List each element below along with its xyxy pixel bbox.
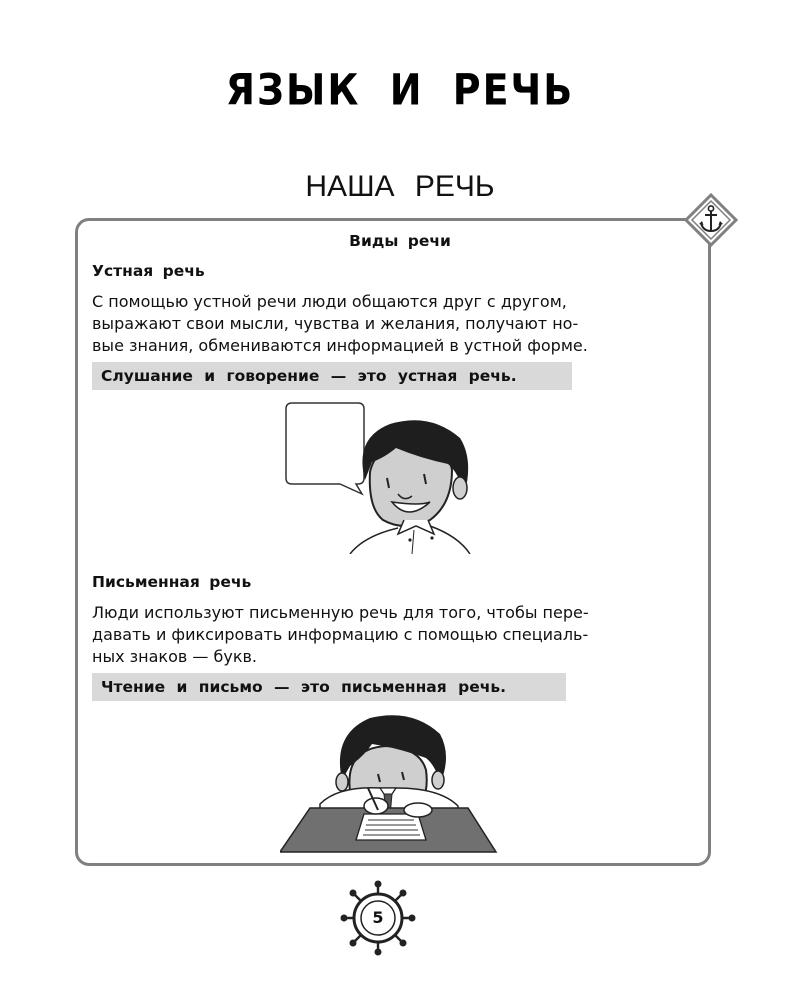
- section-title: НАША РЕЧЬ: [305, 170, 495, 203]
- oral-speech-text: С помощью устной речи люди общаются друг с другом, выражают свои мысли, чувства и желания, получают но- вые знания, обмениваются информацией в устной форме.: [92, 292, 588, 355]
- oral-speech-highlight: Слушание и говорение — это устная речь.: [92, 362, 572, 390]
- box-heading: Виды речи: [349, 232, 451, 250]
- written-speech-text: Люди используют письменную речь для того, чтобы пере- давать и фиксировать информацию с помощью специаль- ных знаков — букв.: [92, 603, 589, 666]
- speaking-boy-illustration: [280, 398, 480, 554]
- written-speech-title: Письменная речь: [92, 573, 252, 591]
- writing-boy-illustration: [280, 704, 498, 854]
- page-number: 5: [372, 908, 384, 927]
- oral-speech-title: Устная речь: [92, 262, 205, 280]
- chapter-title: ЯЗЫК И РЕЧЬ: [225, 65, 575, 115]
- written-speech-highlight: Чтение и письмо — это письменная речь.: [92, 673, 566, 701]
